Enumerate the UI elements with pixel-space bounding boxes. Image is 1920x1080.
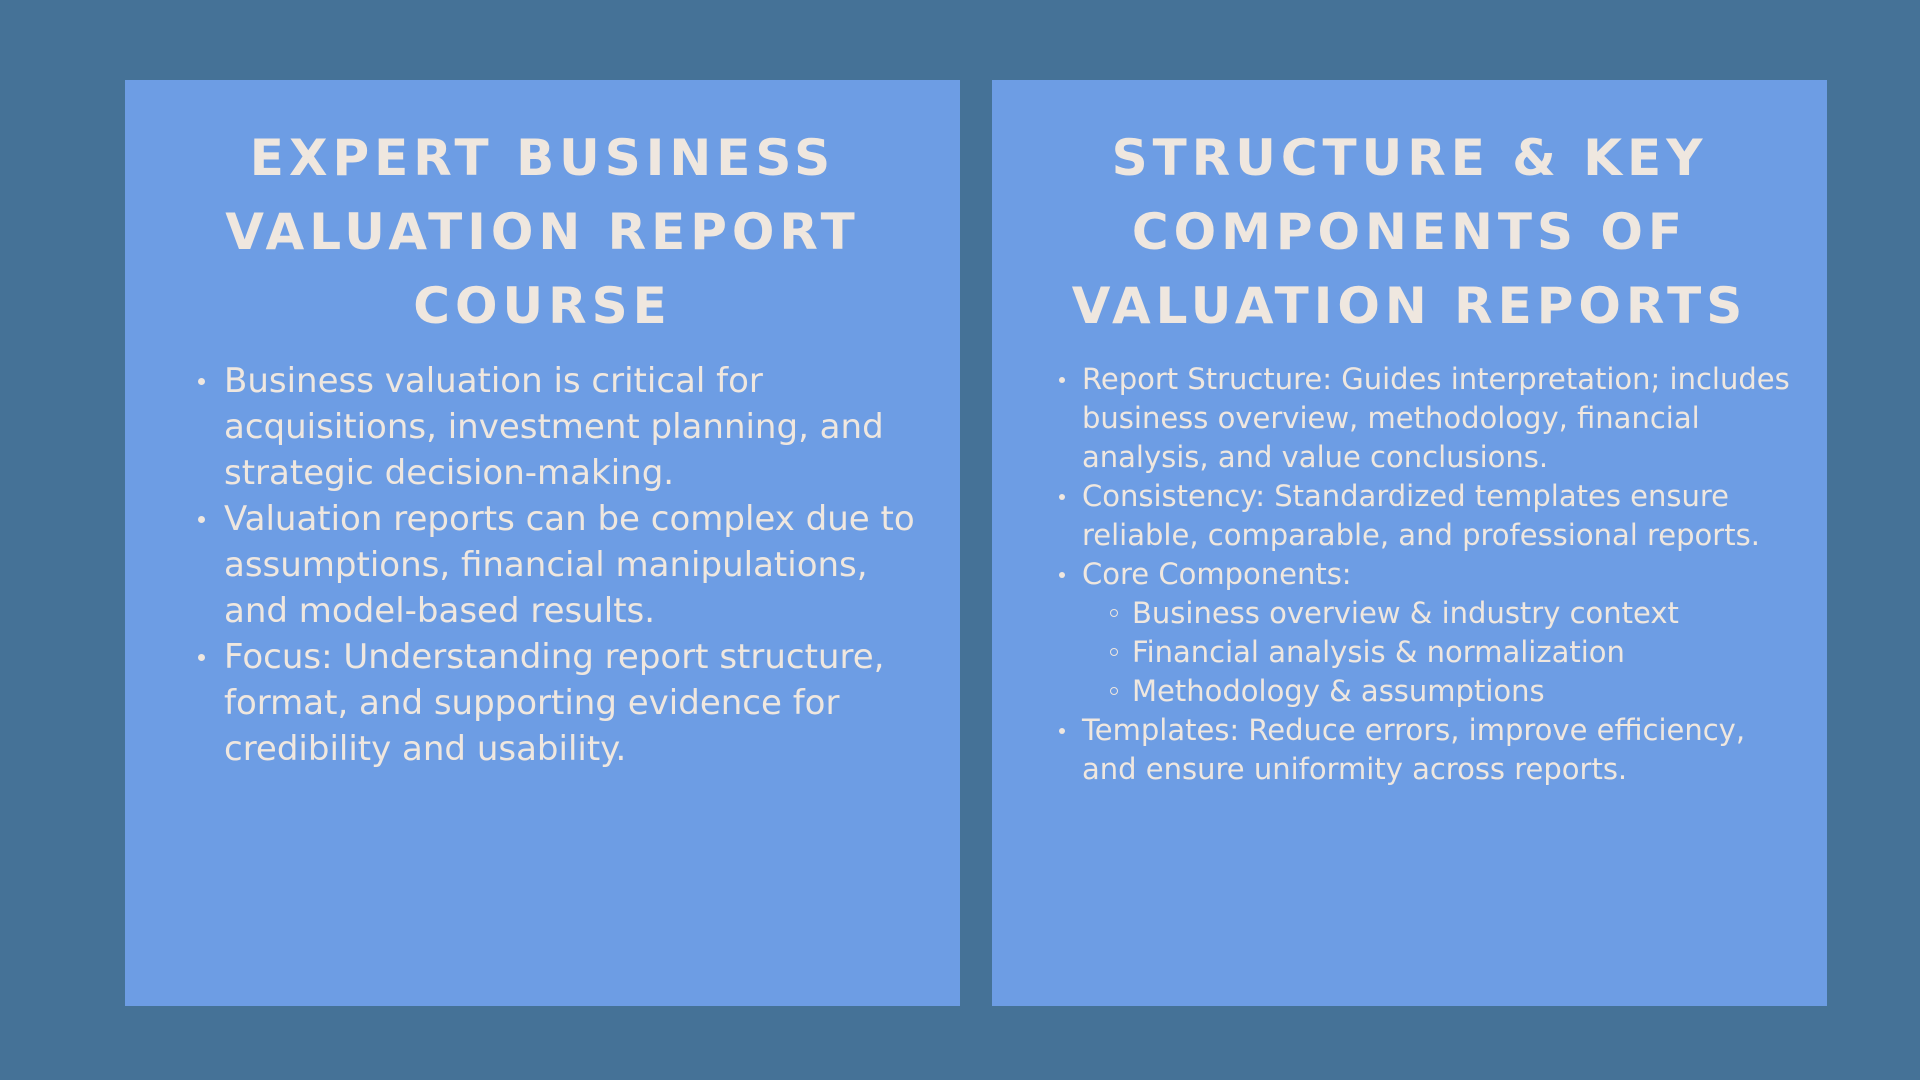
right-card: [992, 80, 1827, 1006]
right-card-bullet-list: [1082, 360, 1802, 789]
right-card-title: STRUCTURE & KEY COMPONENTS OF VALUATION REPORTS: [1071, 129, 1748, 335]
left-card-title: EXPERT BUSINESS VALUATION REPORT COURSE: [225, 129, 860, 335]
bullet-item: Valuation reports can be complex due to assumptions, financial manipulations, and model-based results.: [224, 496, 924, 634]
sub-bullet-item: Financial analysis & normalization: [1132, 633, 1802, 672]
bullet-item-core-components: [1082, 555, 1802, 711]
bullet-item-label: Core Components:: [1082, 557, 1352, 591]
sub-bullet-item: Methodology & assumptions: [1132, 672, 1802, 711]
left-card-bullet-list: [224, 358, 924, 772]
bullet-item: Consistency: Standardized templates ensure reliable, comparable, and professional reports.: [1082, 477, 1802, 555]
sub-bullet-item: Business overview & industry context: [1132, 594, 1802, 633]
core-components-sublist: [1082, 594, 1802, 711]
bullet-item: Business valuation is critical for acquisitions, investment planning, and strategic decision-making.: [224, 358, 924, 496]
bullet-item: Focus: Understanding report structure, format, and supporting evidence for credibility and usability.: [224, 634, 924, 772]
bullet-item: Report Structure: Guides interpretation; includes business overview, methodology, financial analysis, and value conclusions.: [1082, 360, 1802, 477]
left-card: [125, 80, 960, 1006]
bullet-item: Templates: Reduce errors, improve efficiency, and ensure uniformity across reports.: [1082, 711, 1802, 789]
